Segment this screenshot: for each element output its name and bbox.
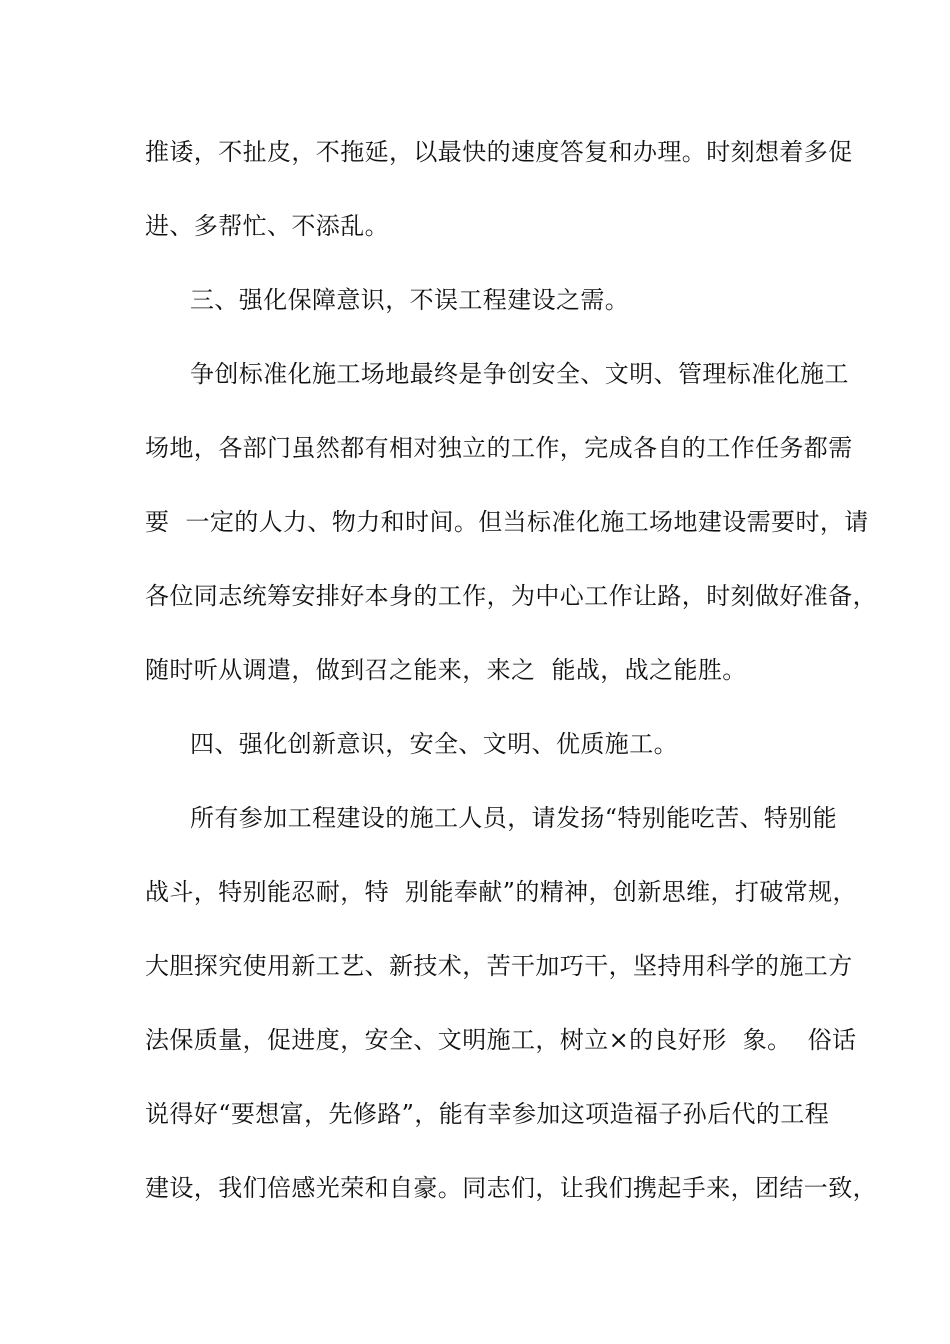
section-heading: 四、强化创新意识，安全、文明、优质施工。 (190, 730, 678, 758)
text-line: 推诿，不扯皮，不拖延，以最快的速度答复和办理。时刻想着多促 (145, 138, 853, 166)
text-line: 争创标准化施工场地最终是争创安全、文明、管理标准化施工 (190, 360, 849, 388)
section-heading: 三、强化保障意识，不误工程建设之需。 (190, 286, 630, 314)
text-line: 各位同志统筹安排好本身的工作，为中心工作让路，时刻做好准备， (145, 582, 877, 610)
text-line: 所有参加工程建设的施工人员，请发扬“特别能吃苦、特别能 (190, 804, 838, 832)
text-line: 大胆探究使用新工艺、新技术，苦干加巧干，坚持用科学的施工方 (145, 952, 853, 980)
text-line: 场地，各部门虽然都有相对独立的工作，完成各自的工作任务都需 (145, 434, 853, 462)
text-line: 随时听从调遣，做到召之能来，来之 能战，战之能胜。 (145, 656, 747, 684)
text-line: 战斗，特别能忍耐，特 别能奉献”的精神，创新思维，打破常规， (145, 878, 857, 906)
text-line: 法保质量，促进度，安全、文明施工，树立×的良好形 象。 俗话 (145, 1026, 857, 1054)
text-line: 建设，我们倍感光荣和自豪。同志们，让我们携起手来，团结一致， (145, 1174, 877, 1202)
text-line: 进、多帮忙、不添乱。 (145, 212, 389, 240)
text-line: 说得好“要想富，先修路”，能有幸参加这项造福子孙后代的工程 (145, 1100, 830, 1128)
text-line: 要 一定的人力、物力和时间。但当标准化施工场地建设需要时，请 (145, 508, 869, 536)
